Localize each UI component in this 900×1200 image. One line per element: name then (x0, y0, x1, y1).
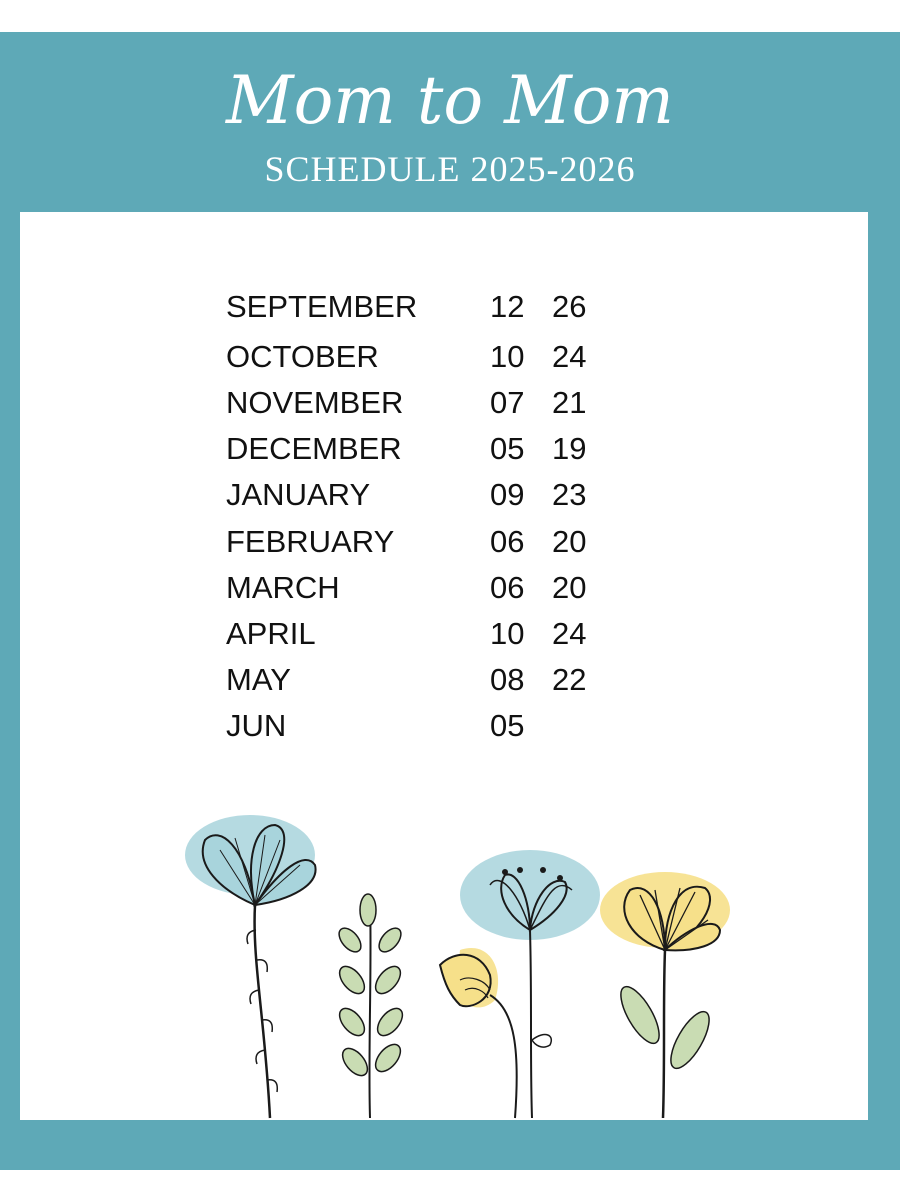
schedule-row (226, 431, 646, 477)
schedule-table (226, 285, 646, 745)
month-label: OCTOBER (226, 339, 379, 374)
meeting-date: 20 (552, 524, 587, 559)
meeting-date: 06 (490, 524, 525, 559)
month-label: NOVEMBER (226, 385, 404, 420)
schedule-row (226, 524, 646, 570)
month-label: SEPTEMBER (226, 289, 418, 324)
meeting-date: 22 (552, 662, 587, 697)
meeting-date: 09 (490, 477, 525, 512)
meeting-date: 05 (490, 708, 525, 743)
month-label: JUN (226, 708, 287, 743)
meeting-date: 24 (552, 339, 587, 374)
flower-illustration-icon (160, 800, 760, 1120)
meeting-date: 08 (490, 662, 525, 697)
month-label: FEBRUARY (226, 524, 395, 559)
month-label: DECEMBER (226, 431, 402, 466)
blue-fan-flower-icon (185, 815, 316, 1118)
month-label: MAY (226, 662, 291, 697)
meeting-date: 10 (490, 339, 525, 374)
meeting-date: 10 (490, 616, 525, 651)
meeting-date: 23 (552, 477, 587, 512)
schedule-row (226, 662, 646, 708)
schedule-row (226, 477, 646, 523)
yellow-side-flower-icon (440, 948, 517, 1118)
leafy-sprig-icon (335, 894, 407, 1118)
schedule-row (226, 385, 646, 431)
header (0, 40, 900, 210)
schedule-subtitle: SCHEDULE 2025-2026 (264, 149, 636, 189)
month-label: JANUARY (226, 477, 371, 512)
meeting-date: 05 (490, 431, 525, 466)
meeting-date: 19 (552, 431, 587, 466)
schedule-row (226, 339, 646, 385)
meeting-date: 06 (490, 570, 525, 605)
meeting-date: 07 (490, 385, 525, 420)
month-label: MARCH (226, 570, 340, 605)
meeting-date: 21 (552, 385, 587, 420)
schedule-row (226, 289, 646, 335)
meeting-date: 26 (552, 289, 587, 324)
meeting-date: 20 (552, 570, 587, 605)
month-label: APRIL (226, 616, 316, 651)
meeting-date: 12 (490, 289, 525, 324)
schedule-row (226, 708, 646, 754)
meeting-date: 24 (552, 616, 587, 651)
page-title: Mom to Mom (225, 62, 674, 139)
yellow-large-flower-icon (600, 872, 730, 1118)
schedule-row (226, 616, 646, 662)
schedule-row (226, 570, 646, 616)
